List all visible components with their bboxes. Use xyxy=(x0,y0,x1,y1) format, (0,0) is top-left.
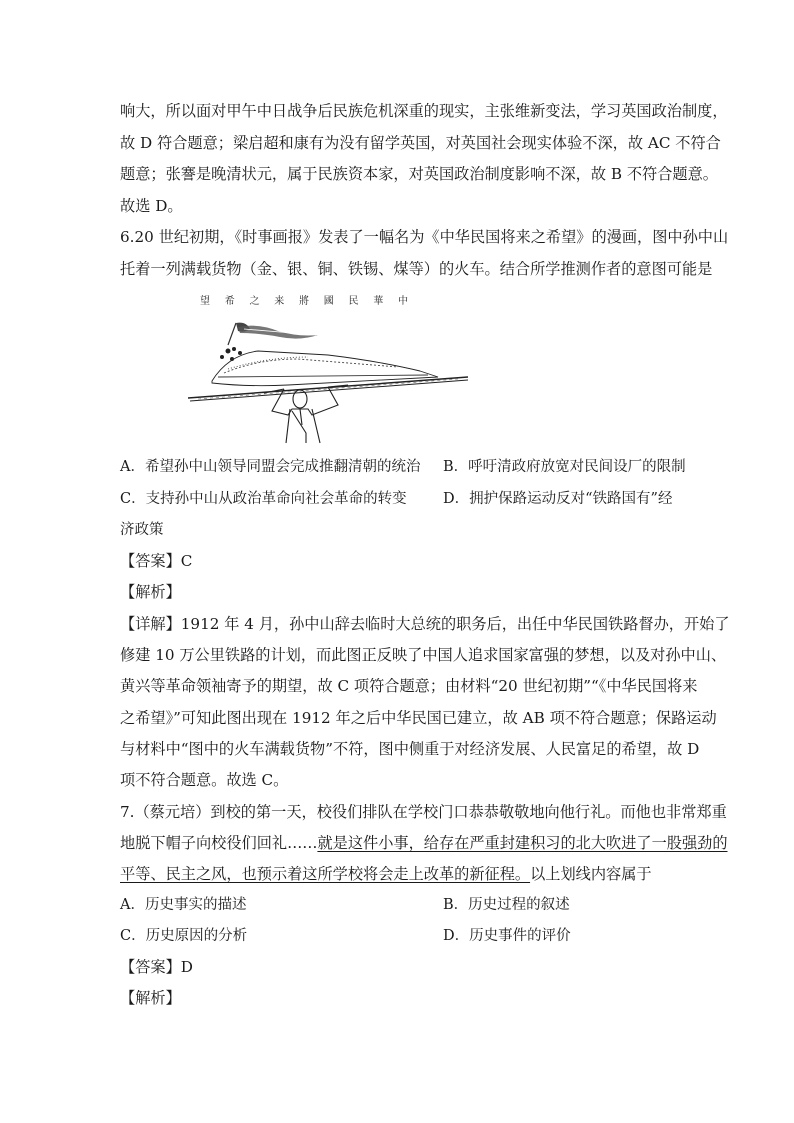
q7-answer: 【答案】D xyxy=(120,958,193,976)
cartoon-title-char: 中 xyxy=(398,296,410,307)
q7-option-a: A．历史事实的描述 xyxy=(120,897,247,913)
cartoon-title-char: 民 xyxy=(348,296,361,307)
cartoon-title-char: 將 xyxy=(299,296,311,307)
cartoon-title-char: 國 xyxy=(323,296,336,307)
q7-stem-text: 以上划线内容属于 xyxy=(530,865,652,883)
q6-detail-line: 之希望》”可知此图出现在 1912 年之后中华民国已建立，故 AB 项不符合题意；保路运动 xyxy=(120,709,717,727)
cartoon-title-char: 来 xyxy=(274,296,287,307)
q6-option-c: C．支持孙中山从政治革命向社会革命的转变 xyxy=(120,491,407,507)
prev-analysis-line: 题意；张謇是晚清状元，属于民族资本家，对英国政治制度影响不深，故 B 不符合题意。 xyxy=(120,165,718,183)
prev-analysis-line: 故 D 符合题意；梁启超和康有为没有留学英国，对英国社会现实体验不深，故 AC 不符合 xyxy=(120,134,721,152)
prev-analysis-line: 故选 D。 xyxy=(120,197,183,215)
q6-analysis-label: 【解析】 xyxy=(120,583,181,601)
q6-option-d: D．拥护保路运动反对“铁路国有”经 xyxy=(443,491,673,507)
q7-stem xyxy=(120,864,676,884)
q6-option-a: A．希望孙中山领导同盟会完成推翻清朝的统治 xyxy=(120,459,421,475)
cartoon-title-char: 望 xyxy=(200,296,212,307)
q6-detail-line: 项不符合题意。故选 C。 xyxy=(120,771,289,789)
q7-underlined-text: 就是这件小事，给存在严重封建积习的北大吹进了一股强劲的 xyxy=(317,834,728,852)
q7-option-d: D．历史事件的评价 xyxy=(443,928,571,944)
q6-detail-line: 修建 10 万公里铁路的计划，而此图正反映了中国人追求国家富强的梦想，以及对孙中山、 xyxy=(120,646,727,664)
prev-analysis-line: 响大，所以面对甲午中日战争后民族危机深重的现实，主张维新变法，学习英国政治制度， xyxy=(120,102,728,120)
cartoon-title-char: 之 xyxy=(249,296,262,307)
q6-option-d-continued: 济政策 xyxy=(120,522,164,538)
q6-answer: 【答案】C xyxy=(120,552,193,570)
q7-option-c: C．历史原因的分析 xyxy=(120,928,248,944)
q6-option-b: B．呼吁清政府放宽对民间设厂的限制 xyxy=(443,459,686,475)
q6-stem: 6.20 世纪初期，《时事画报》发表了一幅名为《中华民国将来之希望》的漫画，图中孙中山 xyxy=(120,228,729,246)
q7-option-b: B．历史过程的叙述 xyxy=(443,897,570,913)
q6-detail-line: 黄兴等革命领袖寄予的期望，故 C 项符合题意；由材料“20 世纪初期”“《中华民国将来 xyxy=(120,677,698,695)
q6-detail-line: 与材料中“图中的火车满载货物”不符，图中侧重于对经济发展、人民富足的希望，故 D xyxy=(120,740,700,758)
q6-stem: 托着一列满载货物（金、银、铜、铁锡、煤等）的火车。结合所学推测作者的意图可能是 xyxy=(120,260,713,278)
q7-analysis-label: 【解析】 xyxy=(120,989,181,1007)
q7-stem: 7.（蔡元培）到校的第一天，校役们排队在学校门口恭恭敬敬地向他行礼。而他也非常郑重 xyxy=(120,803,727,821)
cartoon-title-char: 希 xyxy=(224,296,237,307)
q7-stem-text: 地脱下帽子向校役们回礼…… xyxy=(120,834,318,852)
cartoon-title-char: 華 xyxy=(373,296,386,307)
q6-detail-line: 【详解】1912 年 4 月，孙中山辞去临时大总统的职务后，出任中华民国铁路督办，开始了 xyxy=(120,615,730,633)
q7-underlined-text: 平等、民主之风，也预示着这所学校将会走上改革的新征程。 xyxy=(120,865,531,883)
sun-yatsen-train-cartoon xyxy=(188,293,468,448)
q7-stem xyxy=(120,833,728,853)
